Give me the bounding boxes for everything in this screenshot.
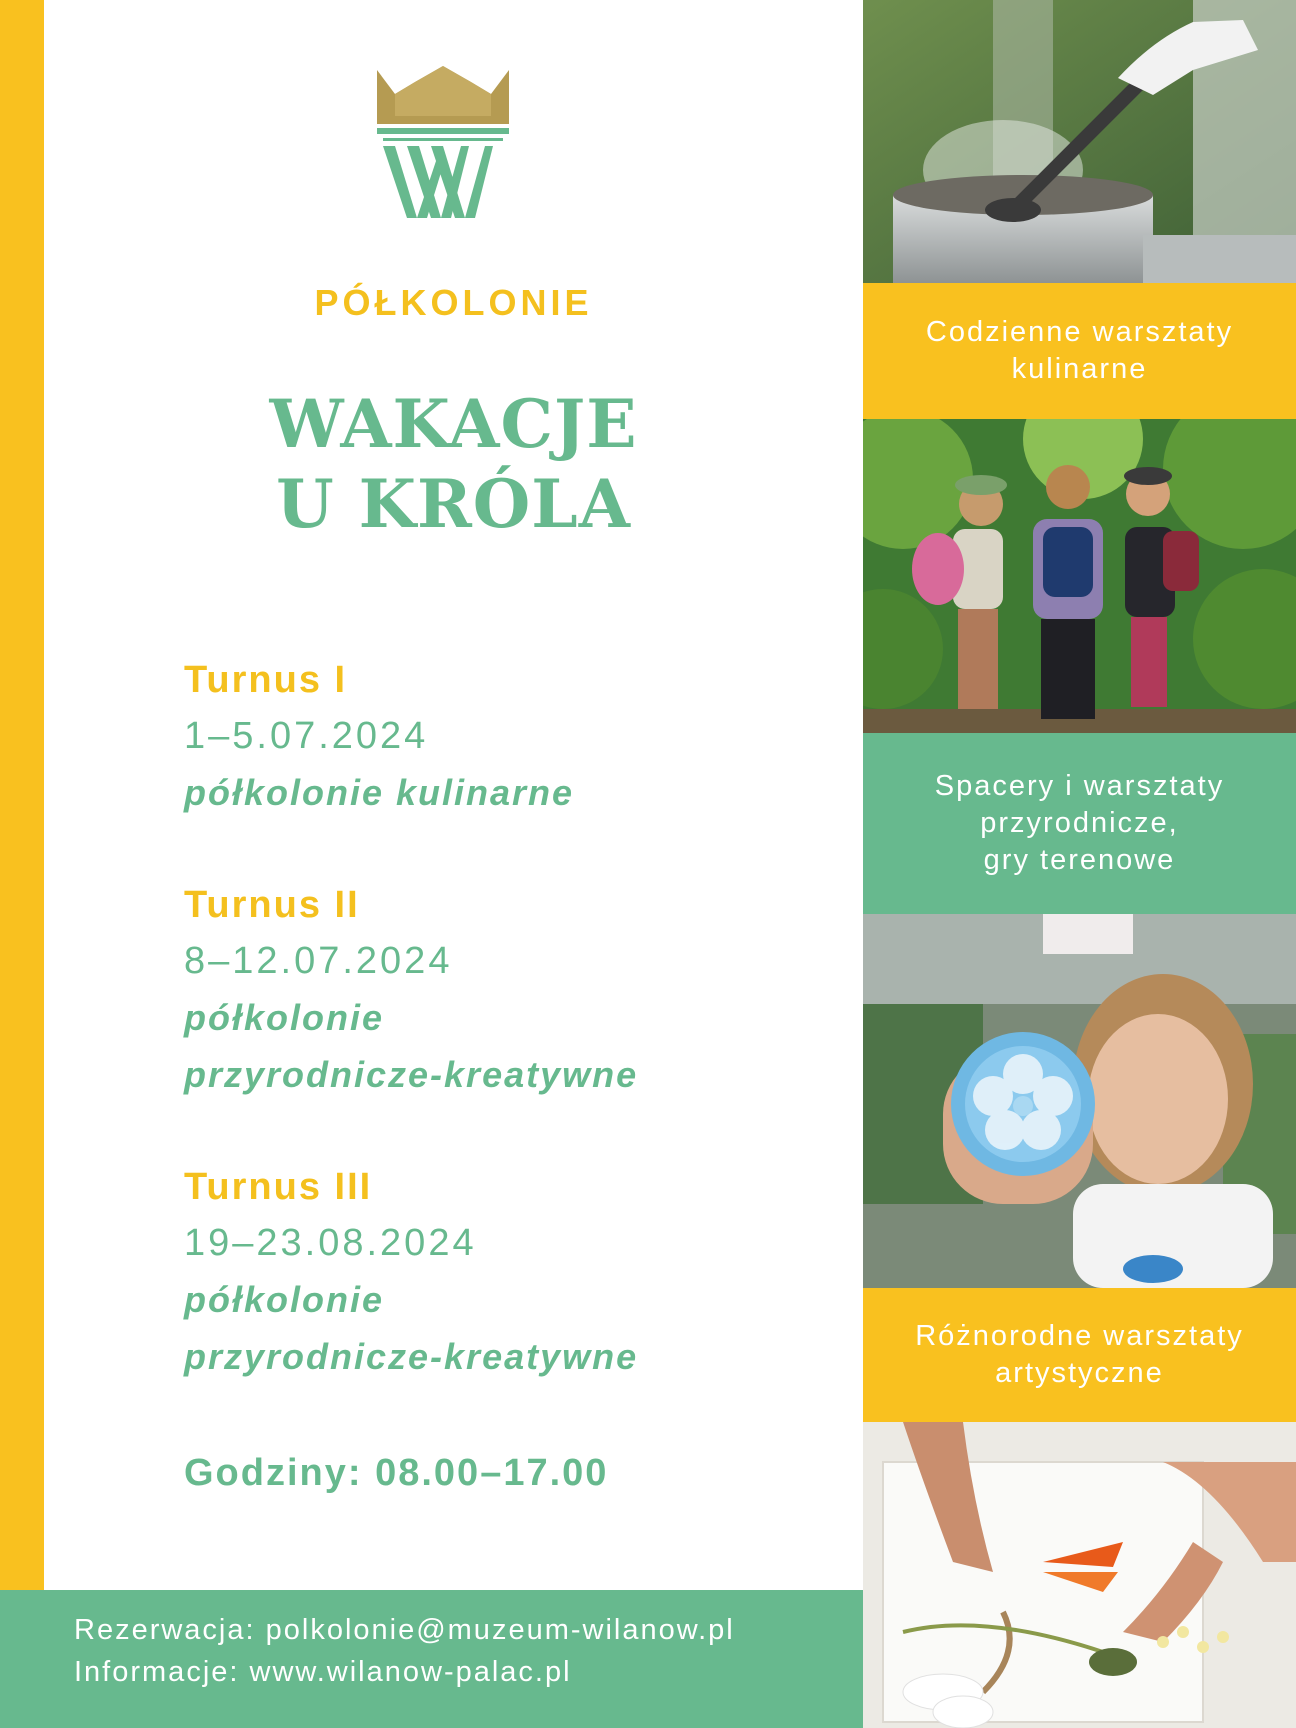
- session-dates: 1–5.07.2024: [184, 715, 429, 757]
- caption-line: gry terenowe: [983, 844, 1176, 876]
- crown-monogram-icon: [377, 66, 509, 226]
- session-name: Turnus I: [184, 659, 348, 701]
- girl-holding-soap-photo: [863, 914, 1296, 1288]
- session-type: półkolonie kulinarne: [184, 772, 575, 813]
- caption-line: Codzienne warsztaty: [925, 316, 1234, 348]
- caption-line: przyrodnicze,: [980, 807, 1179, 839]
- footer: [0, 1590, 863, 1728]
- session-name: Turnus III: [184, 1166, 373, 1208]
- session-2: [184, 877, 844, 1103]
- sessions-list: [184, 652, 844, 1441]
- caption-line: artystyczne: [995, 1357, 1164, 1389]
- subtitle: PÓŁKOLONIE: [314, 282, 593, 323]
- session-dates: 19–23.08.2024: [184, 1222, 477, 1264]
- caption-line: Spacery i warsztaty: [934, 770, 1225, 802]
- photo-column: [863, 0, 1296, 1728]
- title-line-2: U KRÓLA: [276, 465, 631, 543]
- caption-art: [863, 1288, 1296, 1422]
- opening-hours: Godziny: 08.00–17.00: [184, 1452, 609, 1494]
- info-website[interactable]: Informacje: www.wilanow-palac.pl: [74, 1656, 572, 1688]
- children-in-forest-photo: [863, 419, 1296, 733]
- left-accent-stripe: [0, 0, 44, 1590]
- session-type-2: przyrodnicze-kreatywne: [184, 1054, 639, 1095]
- page-title: [44, 384, 863, 544]
- pressed-flowers-photo: [863, 1422, 1296, 1728]
- caption-nature: [863, 733, 1296, 914]
- title-line-1: WAKACJE: [269, 385, 638, 463]
- caption-line: kulinarne: [1011, 353, 1148, 385]
- caption-line: Różnorodne warsztaty: [915, 1320, 1244, 1352]
- session-1: [184, 652, 844, 821]
- session-type-2: przyrodnicze-kreatywne: [184, 1336, 639, 1377]
- session-3: [184, 1159, 844, 1385]
- session-dates: 8–12.07.2024: [184, 940, 453, 982]
- session-type: półkolonie: [184, 997, 384, 1038]
- caption-cooking: [863, 283, 1296, 419]
- session-type: półkolonie: [184, 1279, 384, 1320]
- session-name: Turnus II: [184, 884, 360, 926]
- cooking-pot-photo: [863, 0, 1296, 283]
- reservation-email[interactable]: Rezerwacja: polkolonie@muzeum-wilanow.pl: [74, 1614, 735, 1646]
